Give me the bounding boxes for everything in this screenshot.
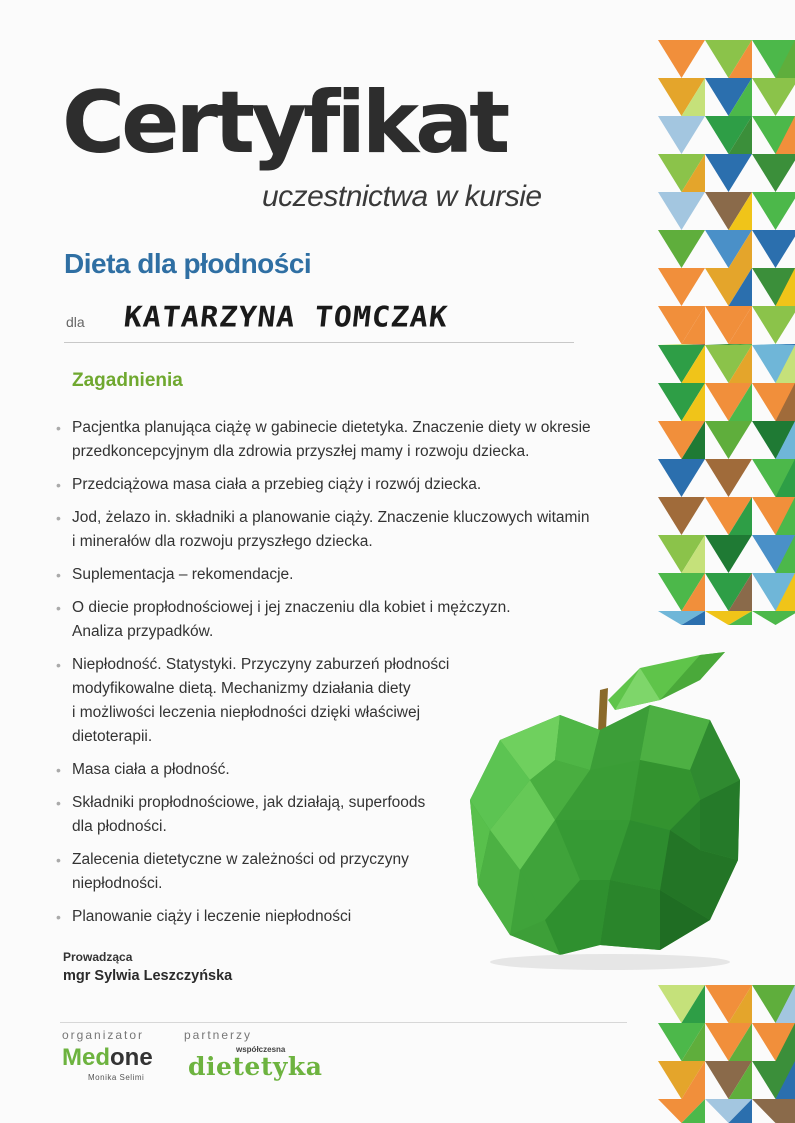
topic-line: Przedciążowa masa ciała a przebieg ciąży i rozwój dziecka. (72, 476, 482, 493)
leader-role: Prowadząca (63, 950, 133, 964)
certificate-subtitle: uczestnictwa w kursie (262, 180, 542, 213)
topic-item (56, 596, 616, 644)
bullet-icon: • (56, 795, 61, 811)
topic-item (56, 416, 616, 464)
topic-line: Składniki propłodnościowe, jak działają, superfoods (72, 794, 426, 811)
topic-item (56, 506, 616, 554)
topics-list (56, 416, 616, 938)
topic-line: niepłodności. (72, 875, 163, 892)
topic-line: dietoterapii. (72, 728, 153, 745)
topic-item (56, 791, 616, 839)
topic-line: i minerałów dla rozwoju przyszłego dziecka. (72, 533, 373, 550)
topic-item (56, 653, 616, 749)
topic-item (56, 473, 616, 497)
topic-line: modyfikowalne dietą. Mechanizmy działania diety (72, 680, 411, 697)
topic-line: O diecie propłodnościowej i jej znaczeniu dla kobiet i mężczyzn. (72, 599, 511, 616)
bullet-icon: • (56, 909, 61, 925)
bullet-icon: • (56, 600, 61, 616)
bullet-icon: • (56, 420, 61, 436)
topic-line: Pacjentka planująca ciążę w gabinecie dietetyka. Znaczenie diety w okresie (72, 419, 591, 436)
for-label: dla (66, 314, 85, 330)
topic-item (56, 905, 616, 929)
partners-label: partnerzy (184, 1028, 253, 1042)
medone-logo-part1: Med (62, 1044, 110, 1071)
topic-line: Zalecenia dietetyczne w zależności od przyczyny (72, 851, 409, 868)
bullet-icon: • (56, 852, 61, 868)
topic-item (56, 563, 616, 587)
topic-item (56, 848, 616, 896)
topic-line: dla płodności. (72, 818, 167, 835)
medone-logo-subtitle: Monika Selimi (88, 1073, 145, 1082)
bullet-icon: • (56, 567, 61, 583)
topic-line: Suplementacja – rekomendacje. (72, 566, 294, 583)
leader-name: mgr Sylwia Leszczyńska (63, 968, 233, 984)
topic-item (56, 758, 616, 782)
topics-heading: Zagadnienia (72, 370, 183, 391)
participant-name: KATARZYNA TOMCZAK (122, 300, 450, 335)
topic-line: przedkoncepcyjnym dla zdrowia przyszłej mamy i rozwoju dziecka. (72, 443, 530, 460)
bullet-icon: • (56, 657, 61, 673)
topic-line: Niepłodność. Statystyki. Przyczyny zaburzeń płodności (72, 656, 450, 673)
participant-line (64, 300, 574, 343)
bullet-icon: • (56, 510, 61, 526)
bullet-icon: • (56, 477, 61, 493)
course-name: Dieta dla płodności (64, 248, 312, 279)
topic-line: Jod, żelazo in. składniki a planowanie ciąży. Znaczenie kluczowych witamin (72, 509, 590, 526)
bullet-icon: • (56, 762, 61, 778)
certificate-title: Certyfikat (62, 73, 507, 173)
footer-divider (60, 1022, 627, 1023)
organizer-label: organizator (62, 1028, 145, 1042)
topic-line: Masa ciała a płodność. (72, 761, 230, 778)
topic-line: i możliwości leczenia niepłodności dzięki właściwej (72, 704, 421, 721)
medone-logo (62, 1046, 153, 1070)
topic-line: Analiza przypadków. (72, 623, 214, 640)
course-leader (63, 950, 232, 984)
dietetyka-logo-sup: współczesna (236, 1045, 286, 1054)
medone-logo-part2: one (110, 1044, 153, 1071)
dietetyka-logo: dietetyka (188, 1052, 323, 1081)
topic-line: Planowanie ciąży i leczenie niepłodności (72, 908, 352, 925)
